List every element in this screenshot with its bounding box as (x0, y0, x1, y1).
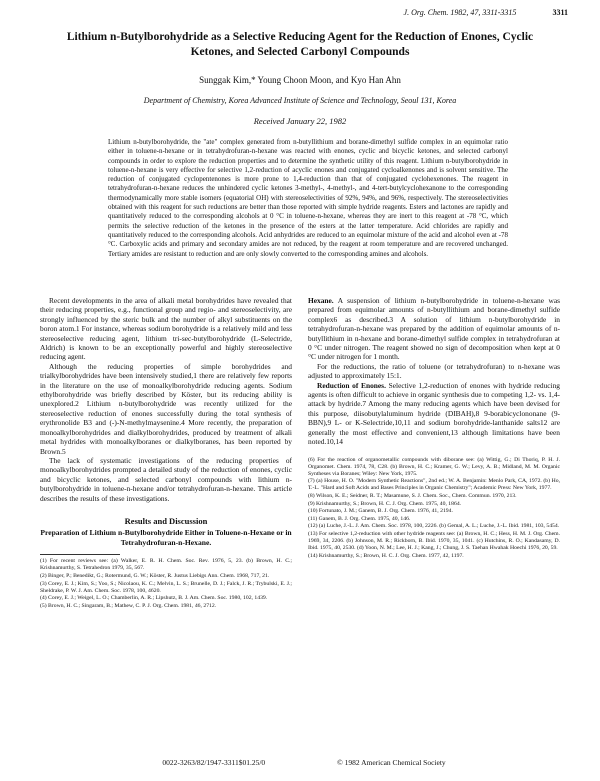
body-paragraph (308, 381, 560, 447)
footnote: (14) Krishnamurthy, S.; Brown, H. C. J. Org. Chem. 1977, 42, 1197. (308, 552, 464, 559)
run-in-heading: Hexane. (308, 296, 334, 305)
paragraph-text: A suspension of lithium n-butylborohydride in toluene-n-hexane was prepared from equimolar amounts of n-butyllithium and borane-dimethyl sulfide complex6 as described.3 A solution of lithium n-butylborohydride in tetrahydrofuran-n-hexane was prepared by the addition of equimolar amounts of n-butyllithium in n-hexane and borane-dimethyl sulfide complex in tetrahydrofuran at 0 °C under nitrogen. The reagent showed no sign of decomposition when kept at 0 °C under nitrogen for 1 month. (308, 296, 560, 362)
body-paragraph: Recent developments in the area of alkali metal borohydrides have revealed that their reducing properties, e.g., functional group and regio- and stereoselectivity, are strongly influenced by the steric bulk and the number of alkyl substituents on the boron atom.1 For instance, whereas sodium borohydride is a relatively mild and less stereoselective reducing agent, lithium tri-sec-butylborohydride (L-Selectride, Aldrich) is known to be an exceptionally powerful and highly stereoselective reducing agent. (40, 296, 292, 362)
body-paragraph: The lack of systematic investigations of the reducing properties of monoalkylborohydrides prompted a detailed study of the reduction of enones, cyclic and bicyclic ketones, and selected carbonyl compounds with lithium n-butylborohydride in toluene-n-hexane and/or tetrahydrofuran-n-hexane. This article describes the results of these investigations. (40, 455, 292, 503)
abstract: Lithium n-butylborohydride, the "ate" complex generated from n-butyllithium and borane-dimethyl sulfide complex in an equimolar ratio either in toluene-n-hexane or in tetrahydrofuran-n-hexane was reacted with enones, cyclic and bicyclic ketones, and selected carbonyl compounds in order to explore the reduction properties and to determine the synthetic utility of this reagent. Lithium n-butylborohydride in toluene-n-hexane is very effective for selective 1,2-reduction of acyclic enones and conjugated cycloalkenones and is solvent sensitive. The reduction of conjugated cyclopentenones is more prone to 1,4-reduction than that of conjugated cyclohexenones. The reagent in tetrahydrofuran-n-hexane reduces the unhindered cyclic ketones 3-methyl-, 4-methyl-, and 4-tert-butylcyclohexanone to the corresponding thermodynamically more stable isomers (equatorial OH) with stereoselectivities of 92%, 94%, and 96%, respectively. The stereoselectivities obtained with this reagent for such reductions are better than those reported with simple hydride reagents. Esters and lactones are rapidly and quantitatively reduced to the corresponding alcohols at 0 °C in toluene-n-hexane, whereas they are inert to this reagent at -78 °C, which permits the selective reduction of the ketones in the presence of the esters at the latter temperature. Acid chlorides are rapidly and quantitatively reduced to the corresponding alcohols. Acid anhydrides are reduced to an equimolar mixture of the acid and alcohol even at -78 °C. Carboxylic acids and primary and secondary amides are not reduced, by the reagent at room temperature and are recovered unchanged. Tertiary amides are resistant to reduction and are only slowly converted to the corresponding amines and alcohols. (108, 138, 508, 258)
footnotes-right (308, 457, 560, 560)
section-heading: Results and Discussion (124, 515, 208, 526)
footnote: (11) Ganem, B. J. Org. Chem. 1975, 40, 146. (308, 515, 411, 522)
footnote-divider (40, 554, 120, 555)
footnote: (9) Krishnamurthy, S.; Brown, H. C. J. Org. Chem. 1975, 40, 1864. (308, 500, 462, 507)
footnote: (3) Corey, E. J.; Kim, S.; Yoo, S.; Nicolaou, K. C.; Melvin, L. S.; Brunelle, D. J.; Falck, J. R.; Trybulski, E. J.; Sheldrake, P. W. J. Am. Chem. Soc. 1978, 100, 4620. (40, 580, 292, 594)
running-header (40, 8, 568, 20)
received-date: Received January 22, 1982 (253, 116, 347, 126)
body-paragraph (308, 296, 560, 362)
left-column (40, 296, 292, 611)
subsection-heading: Preparation of Lithium n-Butylborohydride Either in Toluene-n-Hexane or in Tetrahydrofuran-n-Hexane. (40, 528, 292, 548)
page-number: 3311 (552, 8, 568, 17)
footnote: (10) Fortunato, J. M.; Ganem, B. J. Org. Chem. 1976, 41, 2194. (308, 508, 453, 515)
article-code: 0022-3263/82/1947-3311$01.25/0 (162, 758, 266, 767)
footnotes-left (40, 558, 292, 610)
footnote: (5) Brown, H. C.; Singaram, B.; Mathew, C. P. J. Org. Chem. 1981, 46, 2712. (40, 602, 217, 609)
journal-citation: J. Org. Chem. 1982, 47, 3311-3315 (403, 8, 517, 17)
footnote: (6) For the reaction of organometallic compounds with diborane see: (a) Wittig, G.; Di Thoriq, P. H. J. Organomet. Chem. 1974, 78, C28. (b) Brown, H. C.; Kramer, G. W.; Levy, A. B.; Midland, M. M. Organic Syntheses via Boranes; Wiley: New York, 1975. (308, 456, 560, 477)
footnote: (13) For selective 1,2-reduction with other hydride reagents see: (a) Brown, H. C.; Hess, H. M. J. Org. Chem. 1969, 34, 2206. (b) Johnson, M. R.; Rickborn, B. Ibid. 1970, 35, 1041. (c) Hutchins, R. O.; Kandasamy, D. Ibid. 1975, 40, 2530. (d) Yoon, N. M.; Lee, H. J.; Kang, J.; Chung, J. S. Taehan Hwahak Hoechi 1976, 20, 59. (308, 530, 560, 552)
footnote: (12) (a) Luche, J.-L. J. Am. Chem. Soc. 1978, 100, 2226. (b) Gemal, A. L.; Luche, J.-L. Ibid. 1981, 103, 5454. (308, 523, 560, 530)
paragraph-text: For the reductions, the ratio of toluene (or tetrahydrofuran) to n-hexane was adjusted to approximately 15:1. (308, 361, 560, 381)
paragraph-text: Selective 1,2-reduction of enones with hydride reducing agents is often difficult to achieve in organic synthesis due to competing 1,2- vs. 1,4-attack by hydride.7 Among the many reducing agents which have been devised for this purpose, diisobutylaluminum hydride (DIBAH),8 9-borabicyclononane (9-BBN),9 L- or K-Selectride,10,11 and sodium borohydride-lanthanide salts12 are generally the most effective and convenient,13 although limitations have been noted.10,14 (308, 380, 561, 447)
copyright: © 1982 American Chemical Society (337, 758, 446, 767)
right-column (308, 296, 560, 560)
page-footer (40, 758, 568, 767)
run-in-heading: Reduction of Enones. (317, 380, 386, 390)
footnote: (2) Binger, P.; Benedikt, G.; Rotermund, G. W.; Köster, R. Justus Liebigs Ann. Chem. 1968, 717, 21. (40, 573, 270, 580)
body-paragraph (308, 362, 560, 381)
footnote: (7) (a) House, H. O. "Modern Synthetic Reactions", 2nd ed.; W. A. Benjamin: Menlo Park, CA, 1972. (b) Ho, T.-L. "Hard and Soft Acids and Bases Principles in Organic Chemistry"; Academic Press: New York, 1977. (308, 478, 560, 492)
footnote: (8) Wilson, K. E.; Seidner, R. T.; Masamune, S. J. Chem. Soc., Chem. Commun. 1970, 213. (308, 492, 517, 499)
body-paragraph: Although the reducing properties of simple borohydrides and trialkylborohydrides have been intensively studied,1 there are relatively few reports in the literature on the use of monoalkylborohydride reducing agents. Sodium ethylborohydride was briefly described by Köster, but its reducing ability is unexplored.2 Lithium n-butylborohydride was recently utilized for the stereoselective reduction of enones successfully during the total synthesis of erythronolide B3 and (-)-N-methylmaysenine.4 More recently, the preparation of monoalkylborohydrides and dialkylborohydrides, produced by treatment of alkali metal hydrides with monoalkylboranes or dialkylboranes, has been reported by Brown.5 (40, 361, 292, 456)
affiliation: Department of Chemistry, Korea Advanced Institute of Science and Technology, Seoul 131, Korea (143, 96, 457, 105)
footnote: (4) Corey, E. J.; Weigel, L. O.; Chamberlin, A. R.; Lipshutz, B. J. Am. Chem. Soc. 1980, 102, 1439. (40, 595, 268, 602)
footnote: (1) For recent reviews see: (a) Walker, E. R. H. Chem. Soc. Rev. 1976, 5, 23. (b) Brown, H. C.; Krishnamurthy, S. Tetrahedron 1979, 35, 567. (40, 558, 292, 572)
article-title: Lithium n-Butylborohydride as a Selective Reducing Agent for the Reduction of Enones, Cyclic Ketones, and Selected Carbonyl Compounds (66, 31, 534, 58)
author-list: Sunggak Kim,* Young Choon Moon, and Kyo Han Ahn (199, 75, 401, 85)
